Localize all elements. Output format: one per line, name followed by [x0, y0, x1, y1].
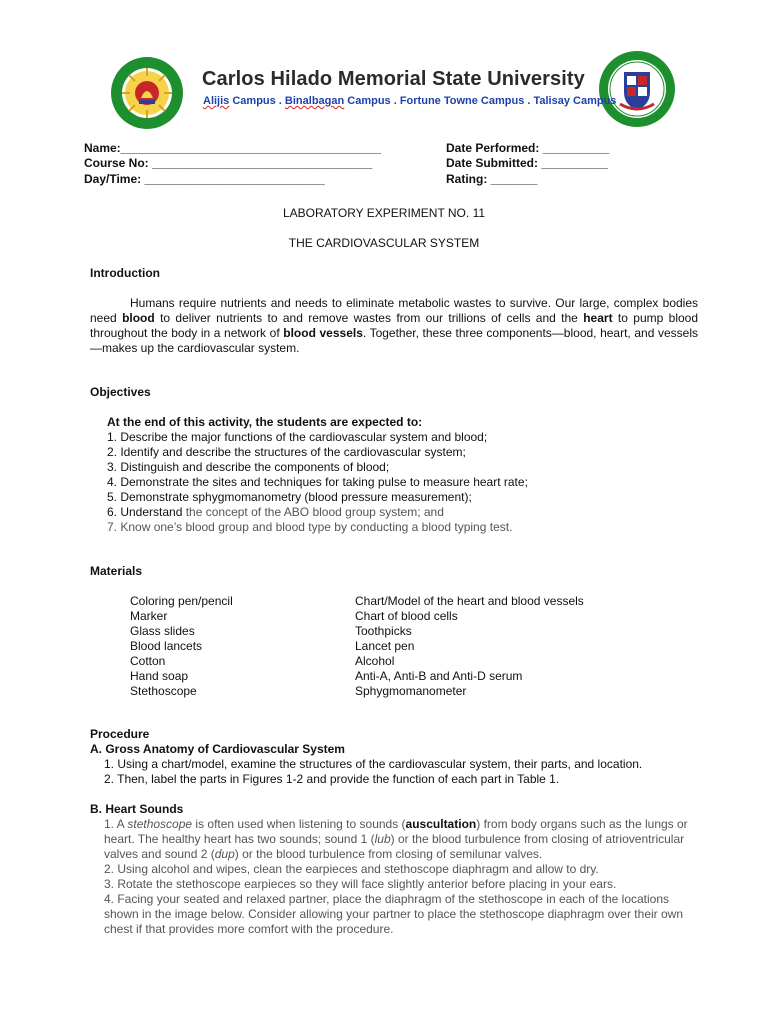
campus-text: Campus . Fortune Towne Campus . Talisay Campus: [344, 95, 617, 107]
name-field: Name:_______________________________________: [84, 141, 381, 155]
objective-text: 7. Know one’s blood group and blood type by conducting a blood typing test.: [107, 520, 513, 534]
intro-text: Humans require nutrients and needs to eliminate metabolic wastes to survive. Our large, complex bodies need: [90, 296, 698, 325]
procedure-step-text: lub: [374, 832, 391, 846]
intro-bold-term: blood: [122, 311, 155, 325]
objective-item: [107, 475, 528, 490]
campus-text: Alijis: [203, 95, 230, 107]
objective-item: [107, 445, 528, 460]
procedure-step-text: dup: [214, 847, 235, 861]
objective-item: [107, 430, 528, 445]
section-b-title: B. Heart Sounds: [90, 802, 184, 816]
procedure-step-text: 3. Rotate the stethoscope earpieces so they will face slightly anterior before placing in your ears.: [104, 877, 617, 891]
procedure-step: [104, 862, 688, 877]
objective-text: 5. Demonstrate sphygmomanometry (blood pressure measurement);: [107, 490, 472, 504]
introduction-paragraph: [90, 296, 698, 356]
procedure-step-text: stethoscope: [127, 817, 193, 831]
objective-item: [107, 520, 528, 535]
date-performed-field: Date Performed: __________: [446, 141, 610, 155]
objective-item: [107, 490, 528, 505]
rating-field: Rating: _______: [446, 172, 538, 186]
course-field: Course No: _________________________________: [84, 156, 373, 170]
procedure-step: [104, 817, 688, 862]
procedure-step-text: ) or the blood turbulence from closing of semilunar valves.: [234, 847, 543, 861]
procedure-step-text: auscultation: [405, 817, 477, 831]
procedure-step-text: 1. A: [104, 817, 128, 831]
procedure-step-text: ) from body organs such as the lungs or heart. The healthy heart has two sounds; sound 1 (: [104, 817, 688, 846]
procedure-heading: Procedure: [90, 727, 150, 741]
university-name: Carlos Hilado Memorial State University: [202, 68, 585, 90]
objective-text: 3. Distinguish and describe the components of blood;: [107, 460, 390, 474]
procedure-step: 2. Then, label the parts in Figures 1-2 and provide the function of each part in Table 1.: [104, 772, 560, 786]
materials-heading: Materials: [90, 564, 143, 578]
material-item: Toothpicks: [355, 624, 412, 638]
intro-text: to deliver nutrients to and remove wastes from our trillions of cells and the: [154, 311, 584, 325]
objectives-list: [107, 430, 528, 535]
material-item: Marker: [130, 609, 168, 623]
procedure-step: [104, 892, 688, 937]
objective-text: the concept of the ABO blood group system; and: [185, 505, 444, 519]
material-item: Chart of blood cells: [355, 609, 458, 623]
objective-text: 2. Identify and describe the structures of the cardiovascular system;: [107, 445, 466, 459]
material-item: Anti-A, Anti-B and Anti-D serum: [355, 669, 523, 683]
procedure-step-text: 4. Facing your seated and relaxed partner, place the diaphragm of the stethoscope in each of the locations shown in the image below. Consider allowing your partner to place the stethoscope diaphragm over their own chest if that provides more comfort with the procedure.: [104, 892, 683, 936]
campus-text: Binalbagan: [284, 95, 345, 107]
objective-text: 1. Describe the major functions of the cardiovascular system and blood;: [107, 430, 488, 444]
material-item: Stethoscope: [130, 684, 197, 698]
objective-text: 4. Demonstrate the sites and techniques for taking pulse to measure heart rate;: [107, 475, 528, 489]
procedure-step-text: ) or the blood turbulence from closing of atrioventricular valves and sound 2 (: [104, 832, 685, 861]
material-item: Alcohol: [355, 654, 395, 668]
material-item: Cotton: [130, 654, 166, 668]
college-seal-logo: [598, 50, 676, 128]
intro-text: to pump blood throughout the body in a network of: [90, 311, 699, 340]
material-item: Lancet pen: [355, 639, 415, 653]
intro-text: . Together, these three components—blood, heart, and vessels—makes up the cardiovascular system.: [90, 326, 698, 355]
section-b-steps: [104, 817, 688, 937]
procedure-step-text: is often used when listening to sounds (: [192, 817, 406, 831]
material-item: Glass slides: [130, 624, 195, 638]
material-item: Sphygmomanometer: [355, 684, 467, 698]
objectives-heading: Objectives: [90, 385, 151, 399]
procedure-step-text: 2. Using alcohol and wipes, clean the earpieces and stethoscope diaphragm and allow to dry.: [104, 862, 599, 876]
material-item: Blood lancets: [130, 639, 203, 653]
material-item: Coloring pen/pencil: [130, 594, 233, 608]
daytime-field: Day/Time: ___________________________: [84, 172, 325, 186]
material-item: Chart/Model of the heart and blood vessels: [355, 594, 584, 608]
section-a-title: A. Gross Anatomy of Cardiovascular System: [90, 742, 345, 756]
campus-text: Campus .: [229, 95, 285, 107]
objective-text: 6. Understand: [107, 505, 186, 519]
intro-bold-term: blood vessels: [283, 326, 363, 340]
introduction-heading: Introduction: [90, 266, 160, 280]
university-seal-logo: [110, 56, 184, 130]
objective-item: [107, 505, 528, 520]
materials-right-column: [355, 594, 584, 699]
section-a-steps: [104, 757, 704, 787]
campus-list: [203, 95, 616, 107]
materials-left-column: [130, 594, 233, 699]
procedure-step: 1. Using a chart/model, examine the structures of the cardiovascular system, their parts, and location.: [104, 757, 643, 771]
date-submitted-field: Date Submitted: __________: [446, 156, 609, 170]
procedure-step: [104, 877, 688, 892]
experiment-title: LABORATORY EXPERIMENT NO. 11: [282, 206, 486, 220]
objective-item: [107, 460, 528, 475]
objectives-lead: At the end of this activity, the students are expected to:: [107, 415, 423, 429]
material-item: Hand soap: [130, 669, 189, 683]
experiment-subtitle: THE CARDIOVASCULAR SYSTEM: [288, 236, 480, 250]
intro-bold-term: heart: [583, 311, 613, 325]
